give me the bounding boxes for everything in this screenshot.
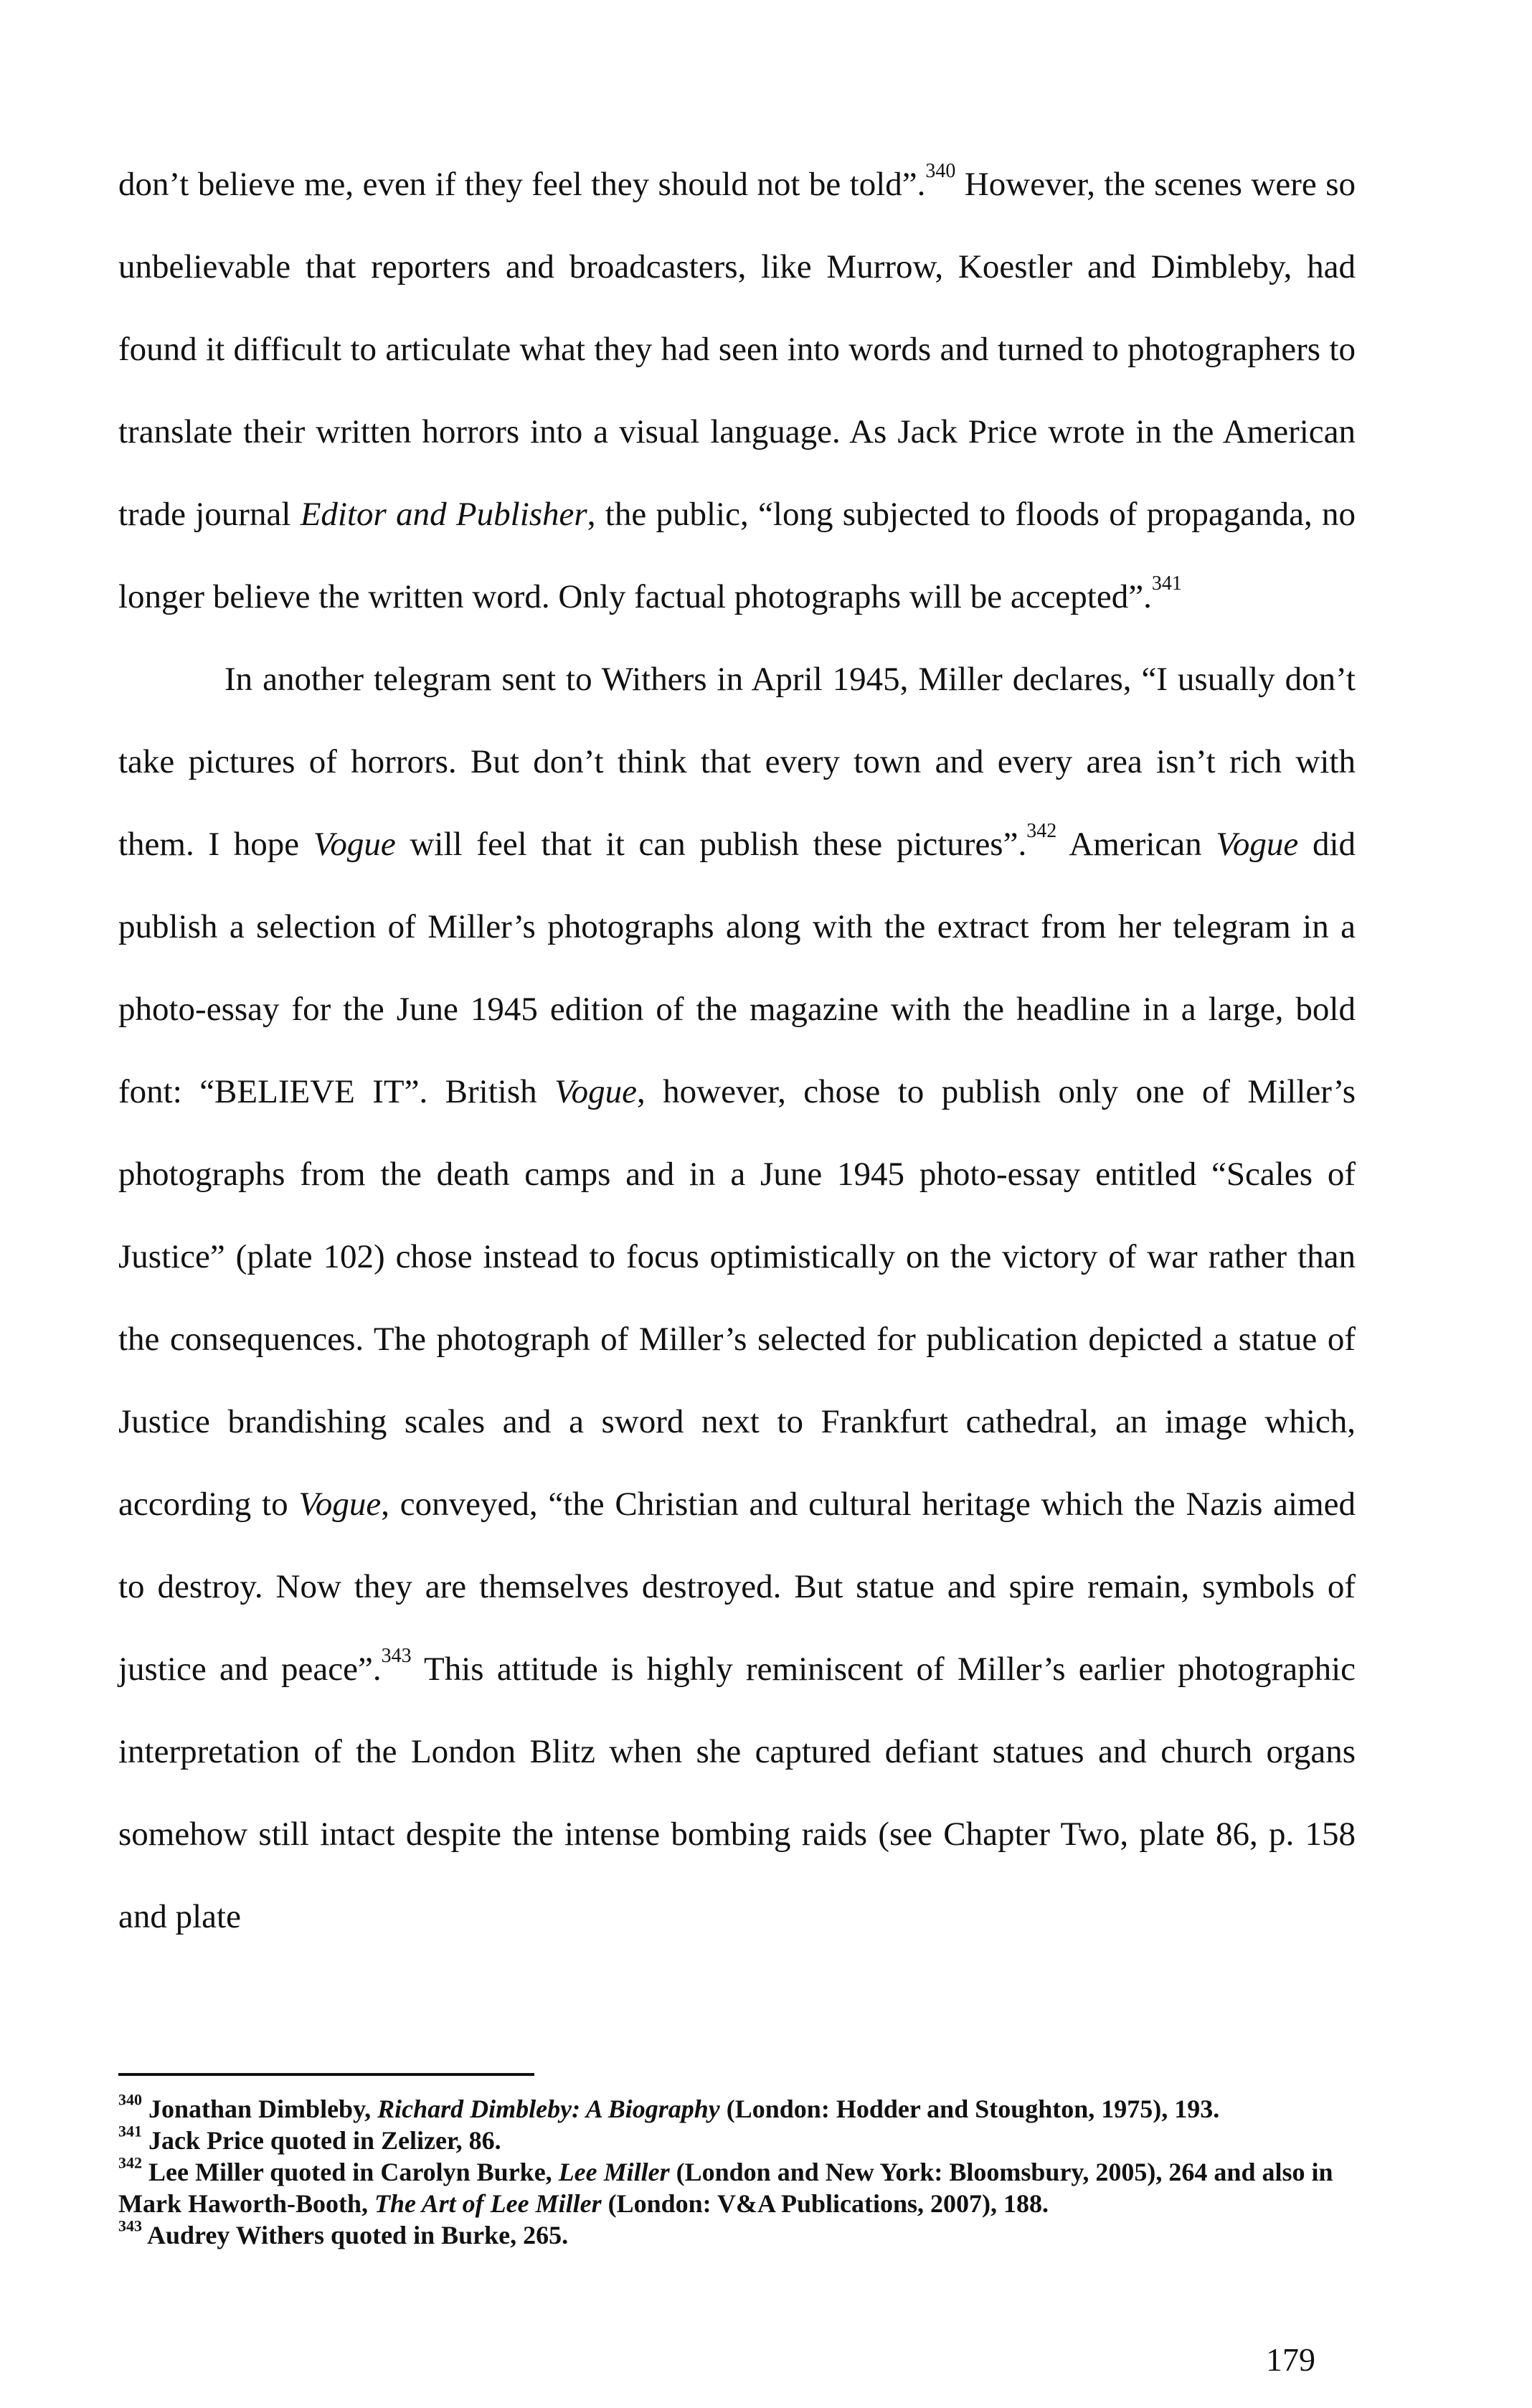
- footnote-ref-343: 343: [381, 1644, 412, 1667]
- footnote-ref-342: 342: [1026, 819, 1057, 842]
- magazine-title: Vogue: [1216, 826, 1299, 863]
- footnote-342: $^{342}$ Lee Miller quoted in Carolyn Burke, Lee Miller (London and New York: Bloomsbury, 2005), 264 and also in Mark Haworth-Booth, The Art of Lee Miller (London: V&A Publications, 2007), 188.: [118, 2153, 1333, 2218]
- footnote-340: $^{340}$ Jonathan Dimbleby, Richard Dimbleby: A Biography (London: Hodder and Stoughton, 1975), 193.: [118, 2090, 1220, 2123]
- footnotes: [118, 2090, 1356, 2251]
- paragraph-1: don’t believe me, even if they feel they should not be told”.$^{340}$ However, the scenes were so unbelievable that reporters and broadcasters, like Murrow, Koestler and Dimbleby, had found it difficult to articulate what they had seen into words and turned to photographers to translate their written horrors into a visual language. As Jack Price wrote in the American trade journal Editor and Publisher, the public, “long subjected to floods of propaganda, no longer believe the written word. Only factual photographs will be accepted”.$^{341}$: [118, 159, 1356, 615]
- page-number: 179: [1266, 2341, 1315, 2378]
- magazine-title: Vogue: [554, 1073, 637, 1110]
- footnote-ref-341: 341: [1151, 572, 1182, 595]
- footnote-ref-340: 340: [925, 159, 956, 182]
- footnote-divider: [118, 2073, 534, 2076]
- magazine-title: Vogue: [313, 826, 396, 863]
- footnote-341: $^{341}$ Jack Price quoted in Zelizer, 86.: [118, 2122, 501, 2155]
- magazine-title: Vogue: [298, 1486, 382, 1523]
- paragraph-2: In another telegram sent to Withers in April 1945, Miller declares, “I usually don’t take pictures of horrors. But don’t think that every town and every area isn’t rich with them. I hope Vogue will feel that it can publish these pictures”.$^{342}$ American Vogue did publish a selection of Miller’s photographs along with the extract from her telegram in a photo-essay for the June 1945 edition of the magazine with the headline in a large, bold font: “BELIEVE IT”. British Vogue, however, chose to publish only one of Miller’s photographs from the death camps and in a June 1945 photo-essay entitled “Scales of Justice” (plate 102) chose instead to focus optimistically on the victory of war rather than the consequences. The photograph of Miller’s selected for publication depicted a statue of Justice brandishing scales and a sword next to Frankfurt cathedral, an image which, according to Vogue, conveyed, “the Christian and cultural heritage which the Nazis aimed to destroy. Now they are themselves destroyed. But statue and spire remain, symbols of justice and peace”.$^{343}$ This attitude is highly reminiscent of Miller’s earlier photographic interpretation of the London Blitz when she captured defiant statues and church organs somehow still intact despite the intense bombing raids (see Chapter Two, plate 86, p. 158 and plate: [118, 661, 1356, 1935]
- journal-title: Editor and Publisher: [300, 496, 587, 533]
- body-text: [118, 143, 1356, 1958]
- footnote-343: $^{343}$ Audrey Withers quoted in Burke, 265.: [118, 2216, 569, 2249]
